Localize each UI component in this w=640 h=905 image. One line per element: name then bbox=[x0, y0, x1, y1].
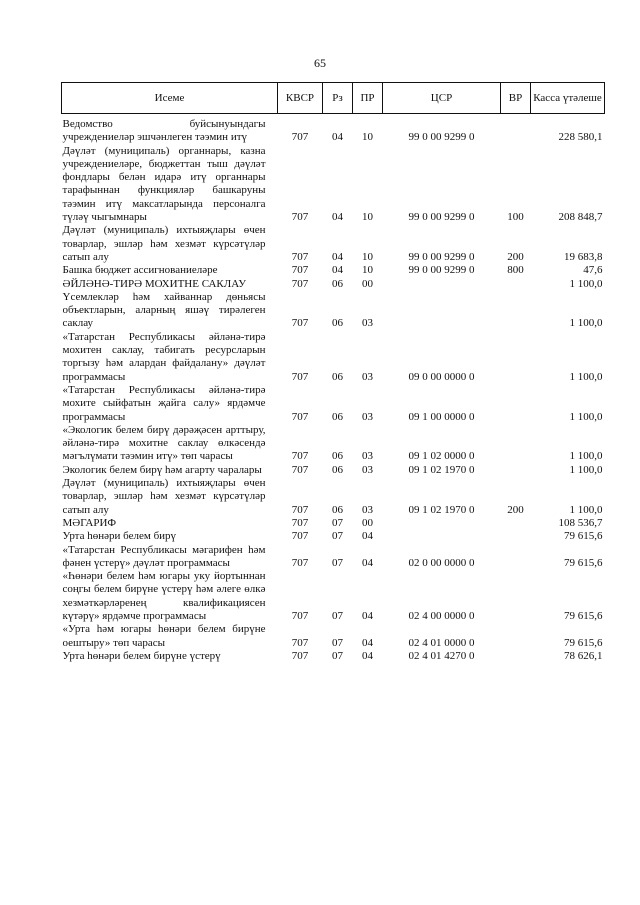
row-name: «Урта һәм югары һөнәри белем бирүне оештыру» төп чарасы bbox=[62, 623, 266, 649]
row-rz: 04 bbox=[332, 131, 343, 144]
column-header-pr: ПР bbox=[353, 83, 383, 114]
row-cash: 79 615,6 bbox=[564, 609, 603, 622]
row-vr bbox=[501, 291, 531, 331]
row-cash: 1 100,0 bbox=[569, 317, 603, 330]
row-csr: 99 0 00 9299 0 bbox=[408, 250, 475, 263]
row-rz: 07 bbox=[332, 530, 343, 543]
budget-table bbox=[61, 82, 605, 663]
row-vr bbox=[501, 570, 531, 623]
table-row bbox=[62, 530, 605, 543]
row-pr: 00 bbox=[362, 516, 373, 529]
row-csr bbox=[383, 278, 501, 291]
table-row bbox=[62, 464, 605, 477]
row-cash: 47,6 bbox=[583, 264, 603, 277]
row-pr: 03 bbox=[362, 317, 373, 330]
row-cash: 1 100,0 bbox=[569, 463, 603, 476]
row-name: ӘЙЛӘНӘ-ТИРӘ МОХИТНЕ САКЛАУ bbox=[62, 277, 246, 290]
row-csr: 99 0 00 9299 0 bbox=[408, 211, 475, 224]
row-csr: 02 4 01 0000 0 bbox=[408, 636, 475, 649]
row-pr: 03 bbox=[362, 463, 373, 476]
row-name: «Татарстан Республикасы әйләнә-тирә мохите сыйфатын җайга салу» ярдәмче программасы bbox=[62, 383, 266, 423]
table-row bbox=[62, 224, 605, 264]
row-kvsr: 707 bbox=[291, 503, 309, 516]
table-row bbox=[62, 331, 605, 384]
row-name: «Татарстан Республикасы мәгарифен һәм фәнен үстерү» дәүләт программасы bbox=[62, 543, 266, 569]
row-csr: 99 0 00 9299 0 bbox=[408, 264, 475, 277]
row-pr: 03 bbox=[362, 370, 373, 383]
table-body bbox=[62, 114, 605, 664]
row-vr bbox=[501, 331, 531, 384]
row-vr bbox=[501, 464, 531, 477]
row-pr: 10 bbox=[362, 264, 373, 277]
row-csr: 99 0 00 9299 0 bbox=[408, 131, 475, 144]
row-pr: 00 bbox=[362, 277, 373, 290]
table-row bbox=[62, 384, 605, 424]
row-csr bbox=[383, 530, 501, 543]
row-name: Урта һөнәри белем бирү bbox=[62, 530, 177, 543]
row-pr: 04 bbox=[362, 609, 373, 622]
table-row bbox=[62, 570, 605, 623]
row-cash: 79 615,6 bbox=[564, 556, 603, 569]
table-row bbox=[62, 264, 605, 277]
row-name: Башка бюджет ассигнованиеләре bbox=[62, 264, 218, 277]
row-name: Экологик белем бирү һәм агарту чаралары bbox=[62, 463, 262, 476]
row-rz: 06 bbox=[332, 317, 343, 330]
row-csr bbox=[383, 517, 501, 530]
row-pr: 04 bbox=[362, 530, 373, 543]
row-rz: 04 bbox=[332, 250, 343, 263]
row-cash: 1 100,0 bbox=[569, 450, 603, 463]
row-name: «Экологик белем бирү дәрәҗәсен арттыру, әйләнә-тирә мохитне саклау өлкәсендә мәгълүмати тәэмин итү» төп чарасы bbox=[62, 423, 266, 463]
row-rz: 07 bbox=[332, 649, 343, 662]
row-cash: 1 100,0 bbox=[569, 277, 603, 290]
row-vr bbox=[501, 623, 531, 650]
column-header-csr: ЦСР bbox=[383, 83, 501, 114]
table-row bbox=[62, 114, 605, 145]
row-name: Ведомство буйсынуындагы учреждениеләр эшчәнлеген тәэмин итү bbox=[62, 118, 266, 144]
table-row bbox=[62, 424, 605, 464]
column-header-vr: ВР bbox=[501, 83, 531, 114]
table-row bbox=[62, 650, 605, 663]
row-rz: 06 bbox=[332, 450, 343, 463]
row-kvsr: 707 bbox=[291, 463, 309, 476]
row-csr: 02 4 00 0000 0 bbox=[408, 609, 475, 622]
row-kvsr: 707 bbox=[291, 370, 309, 383]
row-rz: 04 bbox=[332, 264, 343, 277]
header-row bbox=[62, 83, 605, 114]
row-vr bbox=[501, 424, 531, 464]
row-vr bbox=[501, 384, 531, 424]
table-row bbox=[62, 544, 605, 571]
row-rz: 07 bbox=[332, 556, 343, 569]
table-row bbox=[62, 517, 605, 530]
row-kvsr: 707 bbox=[291, 410, 309, 423]
row-rz: 07 bbox=[332, 516, 343, 529]
row-cash: 78 626,1 bbox=[564, 649, 603, 662]
row-kvsr: 707 bbox=[291, 556, 309, 569]
row-cash: 79 615,6 bbox=[564, 530, 603, 543]
table-header bbox=[62, 83, 605, 114]
row-rz: 06 bbox=[332, 463, 343, 476]
row-name: Дәүләт (муниципаль) органнары, казна учреждениеләре, бюджеттан тыш дәүләт фондлары белән идарә итү органнары тарафыннан функцияләр башкаруны тәэмин итү максатларында персоналга түләү чыгымнары bbox=[62, 144, 266, 224]
row-kvsr: 707 bbox=[291, 250, 309, 263]
row-name: Дәүләт (муниципаль) ихтыяҗлары өчен товарлар, эшләр һәм хезмәт күрсәтүләр сатып алу bbox=[62, 477, 266, 516]
row-kvsr: 707 bbox=[291, 516, 309, 529]
row-kvsr: 707 bbox=[291, 609, 309, 622]
row-pr: 03 bbox=[362, 410, 373, 423]
row-rz: 07 bbox=[332, 636, 343, 649]
row-cash: 208 848,7 bbox=[558, 211, 603, 224]
row-vr: 100 bbox=[507, 211, 524, 224]
row-name: МӘГАРИФ bbox=[62, 516, 117, 529]
row-rz: 06 bbox=[332, 370, 343, 383]
row-vr: 200 bbox=[507, 250, 524, 263]
row-cash: 79 615,6 bbox=[564, 636, 603, 649]
table-row bbox=[62, 291, 605, 331]
table-row bbox=[62, 623, 605, 650]
table-row bbox=[62, 145, 605, 225]
row-vr bbox=[501, 544, 531, 571]
row-vr bbox=[501, 650, 531, 663]
row-pr: 10 bbox=[362, 250, 373, 263]
row-vr bbox=[501, 530, 531, 543]
row-pr: 10 bbox=[362, 131, 373, 144]
row-csr: 02 0 00 0000 0 bbox=[408, 556, 475, 569]
row-vr bbox=[501, 114, 531, 145]
row-kvsr: 707 bbox=[291, 450, 309, 463]
row-pr: 04 bbox=[362, 556, 373, 569]
row-vr: 200 bbox=[507, 503, 524, 516]
row-kvsr: 707 bbox=[291, 530, 309, 543]
row-pr: 04 bbox=[362, 649, 373, 662]
row-cash: 1 100,0 bbox=[569, 410, 603, 423]
table-row bbox=[62, 278, 605, 291]
row-name: Урта һөнәри белем бирүне үстерү bbox=[62, 649, 221, 662]
row-rz: 07 bbox=[332, 609, 343, 622]
row-csr: 09 0 00 0000 0 bbox=[408, 370, 475, 383]
row-cash: 228 580,1 bbox=[558, 131, 603, 144]
row-rz: 06 bbox=[332, 277, 343, 290]
table-row bbox=[62, 477, 605, 517]
row-pr: 10 bbox=[362, 211, 373, 224]
column-header-cash: Касса үтәлеше bbox=[531, 83, 605, 114]
row-pr: 03 bbox=[362, 450, 373, 463]
row-csr: 09 1 02 1970 0 bbox=[408, 503, 475, 516]
row-kvsr: 707 bbox=[291, 317, 309, 330]
row-kvsr: 707 bbox=[291, 264, 309, 277]
row-name: «Татарстан Республикасы әйләнә-тирә мохитен саклау, табигать ресурсларын торгызу һәм алардан файдалану» дәүләт программасы bbox=[62, 330, 266, 383]
column-header-name: Исеме bbox=[62, 83, 278, 114]
row-rz: 06 bbox=[332, 503, 343, 516]
row-name: Дәүләт (муниципаль) ихтыяҗлары өчен товарлар, эшләр һәм хезмәт күрсәтүләр сатып алу bbox=[62, 224, 266, 263]
row-cash: 1 100,0 bbox=[569, 370, 603, 383]
row-csr: 09 1 02 0000 0 bbox=[408, 450, 475, 463]
row-csr: 09 1 02 1970 0 bbox=[408, 463, 475, 476]
row-rz: 06 bbox=[332, 410, 343, 423]
row-vr bbox=[501, 517, 531, 530]
row-name: Үсемлекләр һәм хайваннар дөньясы объектларын, аларның яшәү тирәлеген саклау bbox=[62, 290, 266, 330]
row-kvsr: 707 bbox=[291, 211, 309, 224]
row-name: «Һөнәри белем һәм югары уку йортыннан соңгы белем бирүне үстерү һәм әлеге өлкә хезмәткәрләренең квалификациясен күтәрү» ярдәмче программасы bbox=[62, 570, 266, 622]
column-header-rz: Рз bbox=[323, 83, 353, 114]
row-kvsr: 707 bbox=[291, 131, 309, 144]
row-cash: 108 536,7 bbox=[558, 516, 603, 529]
row-pr: 04 bbox=[362, 636, 373, 649]
row-kvsr: 707 bbox=[291, 636, 309, 649]
row-csr bbox=[383, 291, 501, 331]
column-header-kvsr: КВСР bbox=[278, 83, 323, 114]
row-pr: 03 bbox=[362, 503, 373, 516]
row-kvsr: 707 bbox=[291, 277, 309, 290]
row-vr bbox=[501, 278, 531, 291]
row-cash: 19 683,8 bbox=[564, 250, 603, 263]
row-csr: 09 1 00 0000 0 bbox=[408, 410, 475, 423]
page-number: 65 bbox=[314, 56, 326, 70]
row-vr: 800 bbox=[507, 264, 524, 277]
row-kvsr: 707 bbox=[291, 649, 309, 662]
row-csr: 02 4 01 4270 0 bbox=[408, 649, 475, 662]
row-cash: 1 100,0 bbox=[569, 503, 603, 516]
row-rz: 04 bbox=[332, 211, 343, 224]
